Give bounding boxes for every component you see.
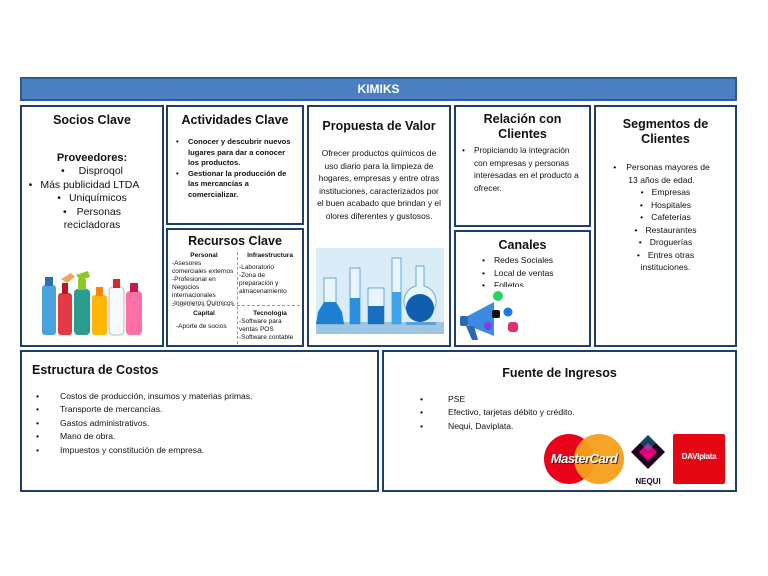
costo-item: • Transporte de mercancías. [36,404,163,415]
segmentos-clientes-heading: Segmentos de Clientes [622,117,709,146]
actividades-list [174,137,296,200]
actividades-clave-heading: Actividades Clave [181,113,289,127]
costo-item: • Impuestos y constitución de empresa. [36,444,205,455]
tecno-title: Tecnología [253,310,287,317]
nequi-logo [630,434,666,486]
segmento-item: • Hospitales [639,199,692,210]
relacion-clientes-block [454,105,591,227]
segmento-item: • Personas mayores de 13 años de edad. [613,162,710,185]
estructura-costos-block [20,350,379,492]
nequi-mark-icon [630,434,666,470]
socio-item: • Personas recicladoras [62,205,122,231]
costos-list [36,390,377,457]
socios-list [22,165,162,233]
costo-item: • Gastos administrativos. [36,417,150,428]
fuente-ingresos-heading: Fuente de Ingresos [502,366,617,380]
capital-title: Capital [193,310,215,317]
actividad-item: • Gestionar la producción de las mercancías a comercializar. [174,169,296,201]
socio-item: • Más publicidad LTDA [28,178,140,191]
personal-item: -Profesional en Negocios internacionales [172,276,216,299]
canales-list [480,254,589,287]
costo-item: • Mano de obra. [36,431,116,442]
socio-item: • Uniquímicos [57,192,127,204]
relacion-list [460,144,581,194]
social-media-megaphone-icon [458,290,528,346]
ingreso-item: • Nequi, Daviplata. [420,420,514,431]
recursos-clave-heading: Recursos Clave [188,234,282,248]
propuesta-valor-block [307,105,451,347]
tecno-item: -Software contable [239,334,294,341]
canal-item: • Redes Sociales [480,254,589,267]
canal-item: • Folletos [480,279,589,287]
ingreso-item: • Efectivo, tarjetas débito y crédito. [420,407,575,418]
cleaning-products-image [38,265,148,339]
canal-item: • Local de ventas [480,267,589,280]
recursos-grid [172,252,300,344]
canvas-title: KIMIKS [20,77,737,101]
infra-title: Infraestructura [247,252,293,259]
mastercard-logo [542,434,626,486]
daviplata-text: DAVIplata [681,452,717,461]
segmento-item: • Droguerías [638,237,693,247]
canales-block [454,230,591,347]
segmento-item: • Restaurantes [634,224,697,235]
relacion-clientes-heading: Relación con Clientes [483,112,562,141]
capital-item: -Aporte de socios [176,323,227,330]
segmento-item: • Entres otras instituciones. [636,249,695,272]
mastercard-text: MasterCard [550,451,618,466]
recursos-clave-block [166,228,304,347]
ingreso-item: • PSE [420,394,466,404]
estructura-costos-heading: Estructura de Costos [32,363,159,377]
socios-clave-heading: Socios Clave [53,113,131,127]
socio-item: • Disproqol [60,165,124,177]
personal-item: -Asesores comerciales externos [172,260,234,275]
ingresos-list [420,393,580,433]
proveedores-label: Proveedores: [56,152,128,164]
segmentos-clientes-block [594,105,737,347]
infra-item: -Zona de preparación y almacenamiento [239,272,287,295]
segmento-item: • Empresas [640,187,691,197]
canales-heading: Canales [498,238,547,252]
nequi-text: NEQUI [635,477,661,486]
segmentos-list [596,161,735,274]
personal-item: -Ingenieros Químicos [172,300,234,307]
recursos-divider-v [237,252,238,344]
personal-title: Personal [190,252,218,259]
lab-glassware-image [316,248,444,334]
tecno-item: -Software para ventas POS [239,318,282,333]
actividades-clave-block [166,105,304,225]
socios-clave-block [20,105,164,347]
actividad-item: • Conocer y descubrir nuevos lugares para dar a conocer los productos. [174,137,296,169]
segmento-item: • Cafeterías [640,212,691,222]
infra-item: -Laboratorio [239,264,275,271]
costo-item: • Costos de producción, insumos y materias primas. [36,391,253,401]
fuente-ingresos-block [382,350,737,492]
daviplata-logo [673,434,725,484]
propuesta-valor-text: Ofrecer productos químicos de uso diario para la limpieza de hogares, empresas y entre otras instituciones, caracterizados por el buen acabado que brindan y el olores diferentes y gustosos. [317,148,441,221]
relacion-item: • Propiciando la integración con empresas y personas interesadas en el producto a ofrecer. [460,144,581,194]
propuesta-valor-heading: Propuesta de Valor [322,119,436,133]
recursos-divider-h [172,305,300,306]
